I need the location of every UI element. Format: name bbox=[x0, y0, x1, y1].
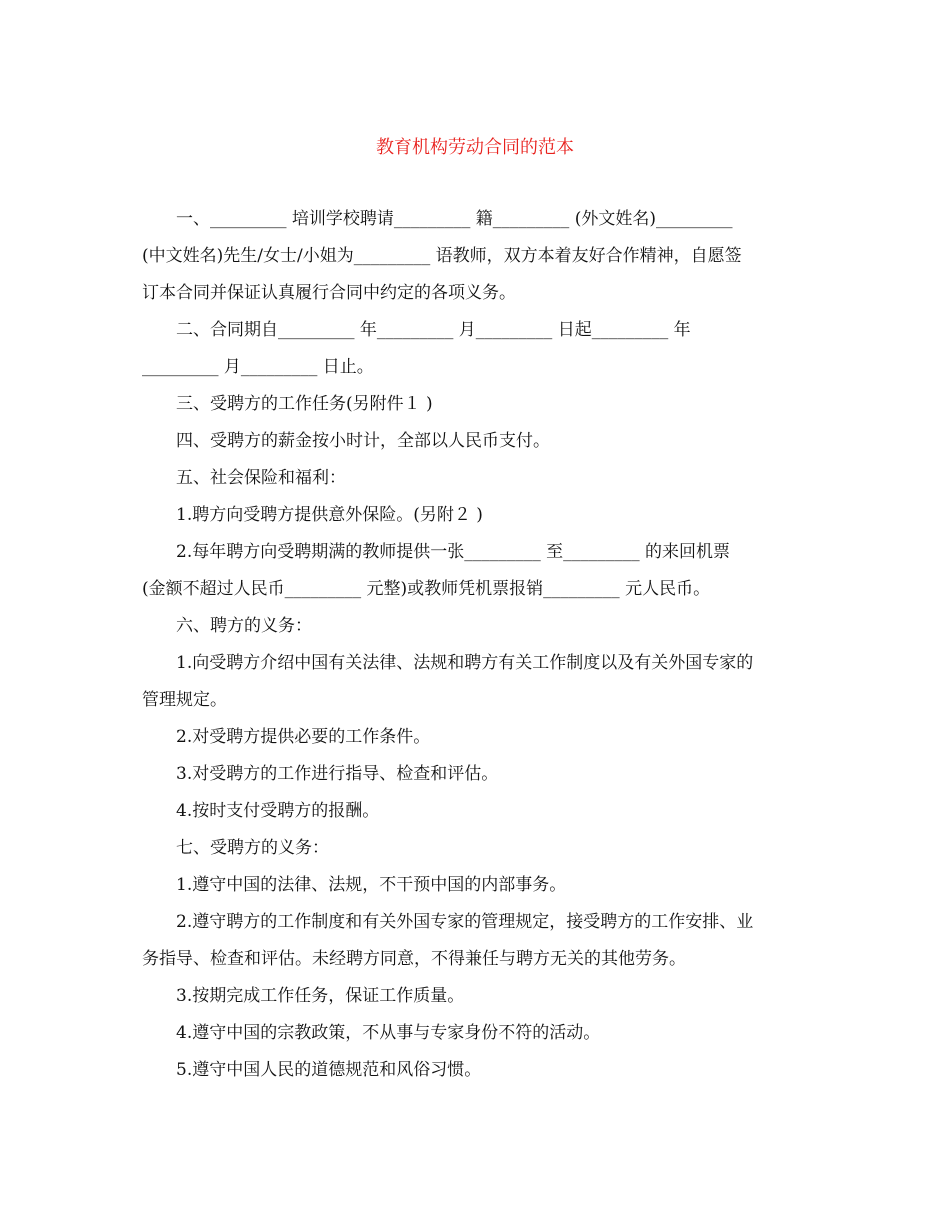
clause-6-item-1-line-2: 管理规定。 bbox=[142, 690, 227, 710]
clause-6-item-4: 4.按时支付受聘方的报酬。 bbox=[176, 801, 380, 821]
clause-4: 四、受聘方的薪金按小时计，全部以人民币支付。 bbox=[176, 431, 550, 451]
clause-2-line-2: _________ 月_________ 日止。 bbox=[142, 357, 374, 377]
clause-3: 三、受聘方的工作任务(另附件１ ) bbox=[176, 394, 433, 414]
clause-7-item-2-line-2: 务指导、检查和评估。未经聘方同意，不得兼任与聘方无关的其他劳务。 bbox=[142, 949, 686, 969]
clause-5-item-2-line-2: (金额不超过人民币_________ 元整)或教师凭机票报销_________ 元人民币。 bbox=[142, 579, 711, 599]
clause-1-line-2: (中文姓名)先生/女士/小姐为_________ 语教师，双方本着友好合作精神，自愿签 bbox=[142, 246, 742, 266]
clause-5-item-2-line-1: 2.每年聘方向受聘期满的教师提供一张_________ 至_________ 的来回机票 bbox=[176, 542, 731, 562]
clause-6-item-3: 3.对受聘方的工作进行指导、检查和评估。 bbox=[176, 764, 499, 784]
clause-7-item-1: 1.遵守中国的法律、法规，不干预中国的内部事务。 bbox=[176, 875, 567, 895]
clause-6-item-1-line-1: 1.向受聘方介绍中国有关法律、法规和聘方有关工作制度以及有关外国专家的 bbox=[176, 653, 754, 673]
document-title: 教育机构劳动合同的范本 bbox=[376, 137, 574, 158]
clause-5-item-1: 1.聘方向受聘方提供意外保险。(另附２ ) bbox=[176, 505, 483, 525]
clause-1-line-3: 订本合同并保证认真履行合同中约定的各项义务。 bbox=[142, 283, 516, 303]
clause-5-heading: 五、社会保险和福利： bbox=[176, 468, 346, 488]
clause-2-line-1: 二、合同期自_________ 年_________ 月_________ 日起_________ 年 bbox=[176, 320, 691, 340]
clause-7-item-2-line-1: 2.遵守聘方的工作制度和有关外国专家的管理规定，接受聘方的工作安排、业 bbox=[176, 912, 754, 932]
clause-7-heading: 七、受聘方的义务： bbox=[176, 838, 329, 858]
clause-7-item-3: 3.按期完成工作任务，保证工作质量。 bbox=[176, 986, 465, 1006]
clause-6-heading: 六、聘方的义务： bbox=[176, 616, 312, 636]
clause-7-item-5: 5.遵守中国人民的道德规范和风俗习惯。 bbox=[176, 1060, 482, 1080]
clause-1-line-1: 一、_________ 培训学校聘请_________ 籍_________ (外文姓名)_________ bbox=[176, 209, 733, 229]
clause-7-item-4: 4.遵守中国的宗教政策，不从事与专家身份不符的活动。 bbox=[176, 1023, 601, 1043]
clause-6-item-2: 2.对受聘方提供必要的工作条件。 bbox=[176, 727, 431, 747]
